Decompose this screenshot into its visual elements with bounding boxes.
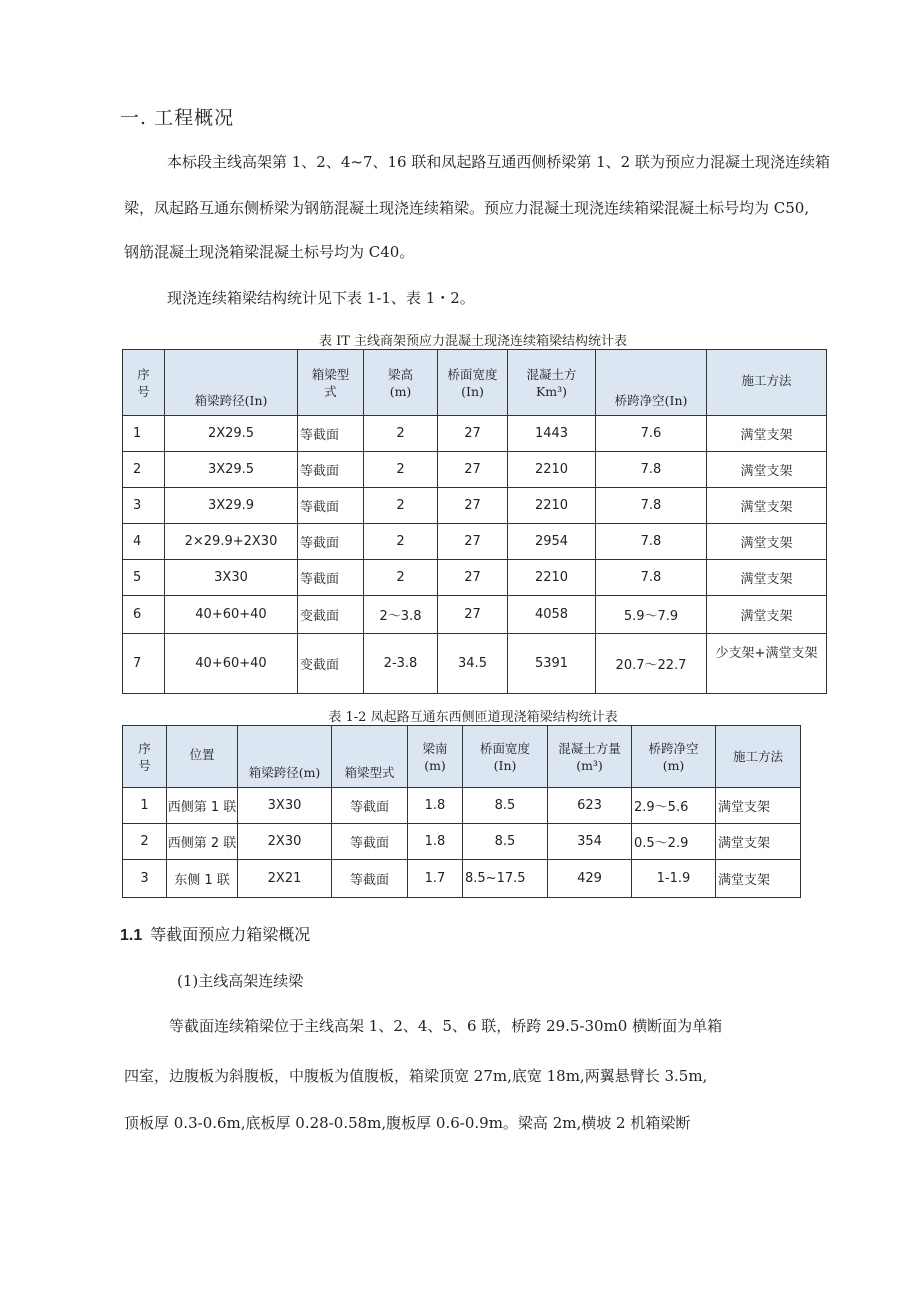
table2-header-cell: 箱梁型式 <box>332 726 408 788</box>
table-cell: 1.8 <box>408 824 463 860</box>
table-cell: 2 <box>123 452 165 488</box>
table-cell: 满堂支架 <box>707 416 827 452</box>
table-cell: 7 <box>123 634 165 694</box>
table-cell: 6 <box>123 596 165 634</box>
table1-header-cell: 桥跨净空(In) <box>596 350 707 416</box>
table1-header-cell: 梁高 (m) <box>364 350 438 416</box>
table1-caption: 表 IT 主线商架预应力混凝土现浇连续箱梁结构统计表 <box>318 334 628 349</box>
table-cell: 2.9～5.6 <box>632 788 716 824</box>
table1-header-cell: 箱梁型 式 <box>298 350 364 416</box>
table-cell: 变截面 <box>298 596 364 634</box>
table-cell: 1-1.9 <box>632 860 716 898</box>
table-cell: 满堂支架 <box>707 560 827 596</box>
table-cell: 2 <box>123 824 167 860</box>
subsection-title: 等截面预应力箱梁概况 <box>150 925 311 944</box>
table2-header-cell: 序 号 <box>123 726 167 788</box>
table-row <box>123 788 801 824</box>
table-cell: 等截面 <box>298 488 364 524</box>
table-cell: 1.8 <box>408 788 463 824</box>
table-cell: 2～3.8 <box>364 596 438 634</box>
section-title: 一. 工程概况 <box>120 107 235 129</box>
table-cell: 2210 <box>508 488 596 524</box>
subsection-heading <box>120 922 310 945</box>
table-reference-line: 现浇连续箱梁结构统计见下表 1-1、表 1・2。 <box>167 289 475 307</box>
table1-header-row <box>123 350 827 416</box>
subsection-number: 1.1 <box>120 927 143 944</box>
table-cell: 623 <box>548 788 632 824</box>
table-cell: 2X21 <box>238 860 332 898</box>
table2-header-cell: 施工方法 <box>716 726 801 788</box>
table-cell: 1 <box>123 788 167 824</box>
sub-item: (1)主线高架连续梁 <box>177 972 304 990</box>
table-cell: 1443 <box>508 416 596 452</box>
table-cell: 7.8 <box>596 560 707 596</box>
table-cell: 5391 <box>508 634 596 694</box>
table-row <box>123 560 827 596</box>
table-cell: 5 <box>123 560 165 596</box>
table-cell: 8.5 <box>463 788 548 824</box>
table-cell: 27 <box>438 524 508 560</box>
table2-header-cell: 梁南 (m) <box>408 726 463 788</box>
body-line-2: 四室，边腹板为斜腹板，中腹板为值腹板，箱梁顶宽 27m,底宽 18m,两翼悬臂长 3.5m, <box>124 1067 708 1085</box>
table-cell: 等截面 <box>298 416 364 452</box>
body-line-3: 顶板厚 0.3-0.6m,底板厚 0.28-0.58m,腹板厚 0.6-0.9m。梁高 2m,横坡 2 机箱梁断 <box>124 1114 691 1132</box>
table-cell: 等截面 <box>332 824 408 860</box>
table-cell: 7.8 <box>596 524 707 560</box>
table-cell: 4 <box>123 524 165 560</box>
table2-header-cell: 位置 <box>167 726 238 788</box>
table-cell: 满堂支架 <box>707 596 827 634</box>
table-cell: 满堂支架 <box>716 860 801 898</box>
table-cell: 34.5 <box>438 634 508 694</box>
table-row <box>123 824 801 860</box>
intro-line-2: 梁，凤起路互通东侧桥梁为钢筋混凝土现浇连续箱梁。预应力混凝土现浇连续箱梁混凝土标号均为 C50, <box>124 199 810 217</box>
table1-header-cell: 序 号 <box>123 350 165 416</box>
table-cell: 2X30 <box>238 824 332 860</box>
table-cell: 满堂支架 <box>716 824 801 860</box>
table2-caption: 表 1-2 凤起路互通东西侧匝道现浇箱梁结构统计表 <box>328 710 618 725</box>
table-cell: 满堂支架 <box>716 788 801 824</box>
table-cell: 27 <box>438 452 508 488</box>
table-cell: 2210 <box>508 560 596 596</box>
table-cell: 等截面 <box>298 452 364 488</box>
table-cell: 西侧第 1 联 <box>167 788 238 824</box>
table2-header-row <box>123 726 801 788</box>
table-row <box>123 860 801 898</box>
table-cell: 满堂支架 <box>707 524 827 560</box>
table2-header-cell: 混凝土方量 (m³) <box>548 726 632 788</box>
table-cell: 西侧第 2 联 <box>167 824 238 860</box>
table2-header-cell: 桥跨净空 (m) <box>632 726 716 788</box>
table-cell: 2×29.9+2X30 <box>165 524 298 560</box>
table-cell: 4058 <box>508 596 596 634</box>
table-cell: 2 <box>364 488 438 524</box>
table-cell: 2954 <box>508 524 596 560</box>
table-cell: 等截面 <box>298 560 364 596</box>
table2-header-cell: 桥面宽度 (In) <box>463 726 548 788</box>
table1 <box>122 349 827 694</box>
table-cell: 7.8 <box>596 452 707 488</box>
table-cell: 等截面 <box>332 788 408 824</box>
table-cell: 7.8 <box>596 488 707 524</box>
table-cell: 8.5 <box>463 824 548 860</box>
table2-header-cell: 箱梁跨径(m) <box>238 726 332 788</box>
table-cell: 20.7～22.7 <box>596 634 707 694</box>
table-cell: 2 <box>364 452 438 488</box>
intro-line-1: 本标段主线高架第 1、2、4~7、16 联和凤起路互通西侧桥梁第 1、2 联为预应力混凝土现浇连续箱 <box>167 153 830 171</box>
table-row <box>123 524 827 560</box>
table-cell: 27 <box>438 560 508 596</box>
table-cell: 1 <box>123 416 165 452</box>
table-cell: 354 <box>548 824 632 860</box>
table-cell: 1.7 <box>408 860 463 898</box>
table1-header-cell: 施工方法 <box>707 350 827 416</box>
table-cell: 满堂支架 <box>707 488 827 524</box>
table-cell: 40+60+40 <box>165 596 298 634</box>
table-cell: 5.9～7.9 <box>596 596 707 634</box>
table-row <box>123 416 827 452</box>
table-cell: 变截面 <box>298 634 364 694</box>
table-cell: 等截面 <box>298 524 364 560</box>
table-row <box>123 488 827 524</box>
table-cell: 少支架+满堂支架 <box>707 634 827 694</box>
table-cell: 3X29.5 <box>165 452 298 488</box>
table-cell: 等截面 <box>332 860 408 898</box>
table-cell: 满堂支架 <box>707 452 827 488</box>
table-cell: 8.5~17.5 <box>463 860 548 898</box>
table-cell: 2 <box>364 560 438 596</box>
table-cell: 27 <box>438 416 508 452</box>
table-cell: 2-3.8 <box>364 634 438 694</box>
table1-header-cell: 箱梁跨径(In) <box>165 350 298 416</box>
table-row <box>123 596 827 634</box>
table-cell: 7.6 <box>596 416 707 452</box>
table-cell: 27 <box>438 596 508 634</box>
table-cell: 40+60+40 <box>165 634 298 694</box>
table-cell: 3 <box>123 860 167 898</box>
table-cell: 3X30 <box>165 560 298 596</box>
table2 <box>122 725 801 898</box>
table-cell: 3X29.9 <box>165 488 298 524</box>
table-row <box>123 452 827 488</box>
table1-header-cell: 混凝土方 Km³) <box>508 350 596 416</box>
table-cell: 东侧 1 联 <box>167 860 238 898</box>
table-cell: 429 <box>548 860 632 898</box>
table-cell: 2X29.5 <box>165 416 298 452</box>
table-cell: 2 <box>364 416 438 452</box>
table-cell: 2 <box>364 524 438 560</box>
table-cell: 2210 <box>508 452 596 488</box>
intro-line-3: 钢筋混凝土现浇箱梁混凝土标号均为 C40。 <box>124 243 415 261</box>
table-cell: 27 <box>438 488 508 524</box>
table-cell: 3 <box>123 488 165 524</box>
table1-header-cell: 桥面宽度 (In) <box>438 350 508 416</box>
table-row <box>123 634 827 694</box>
table-cell: 3X30 <box>238 788 332 824</box>
table-cell: 0.5～2.9 <box>632 824 716 860</box>
body-line-1: 等截面连续箱梁位于主线高架 1、2、4、5、6 联，桥跨 29.5-30m0 横断面为单箱 <box>169 1017 723 1035</box>
